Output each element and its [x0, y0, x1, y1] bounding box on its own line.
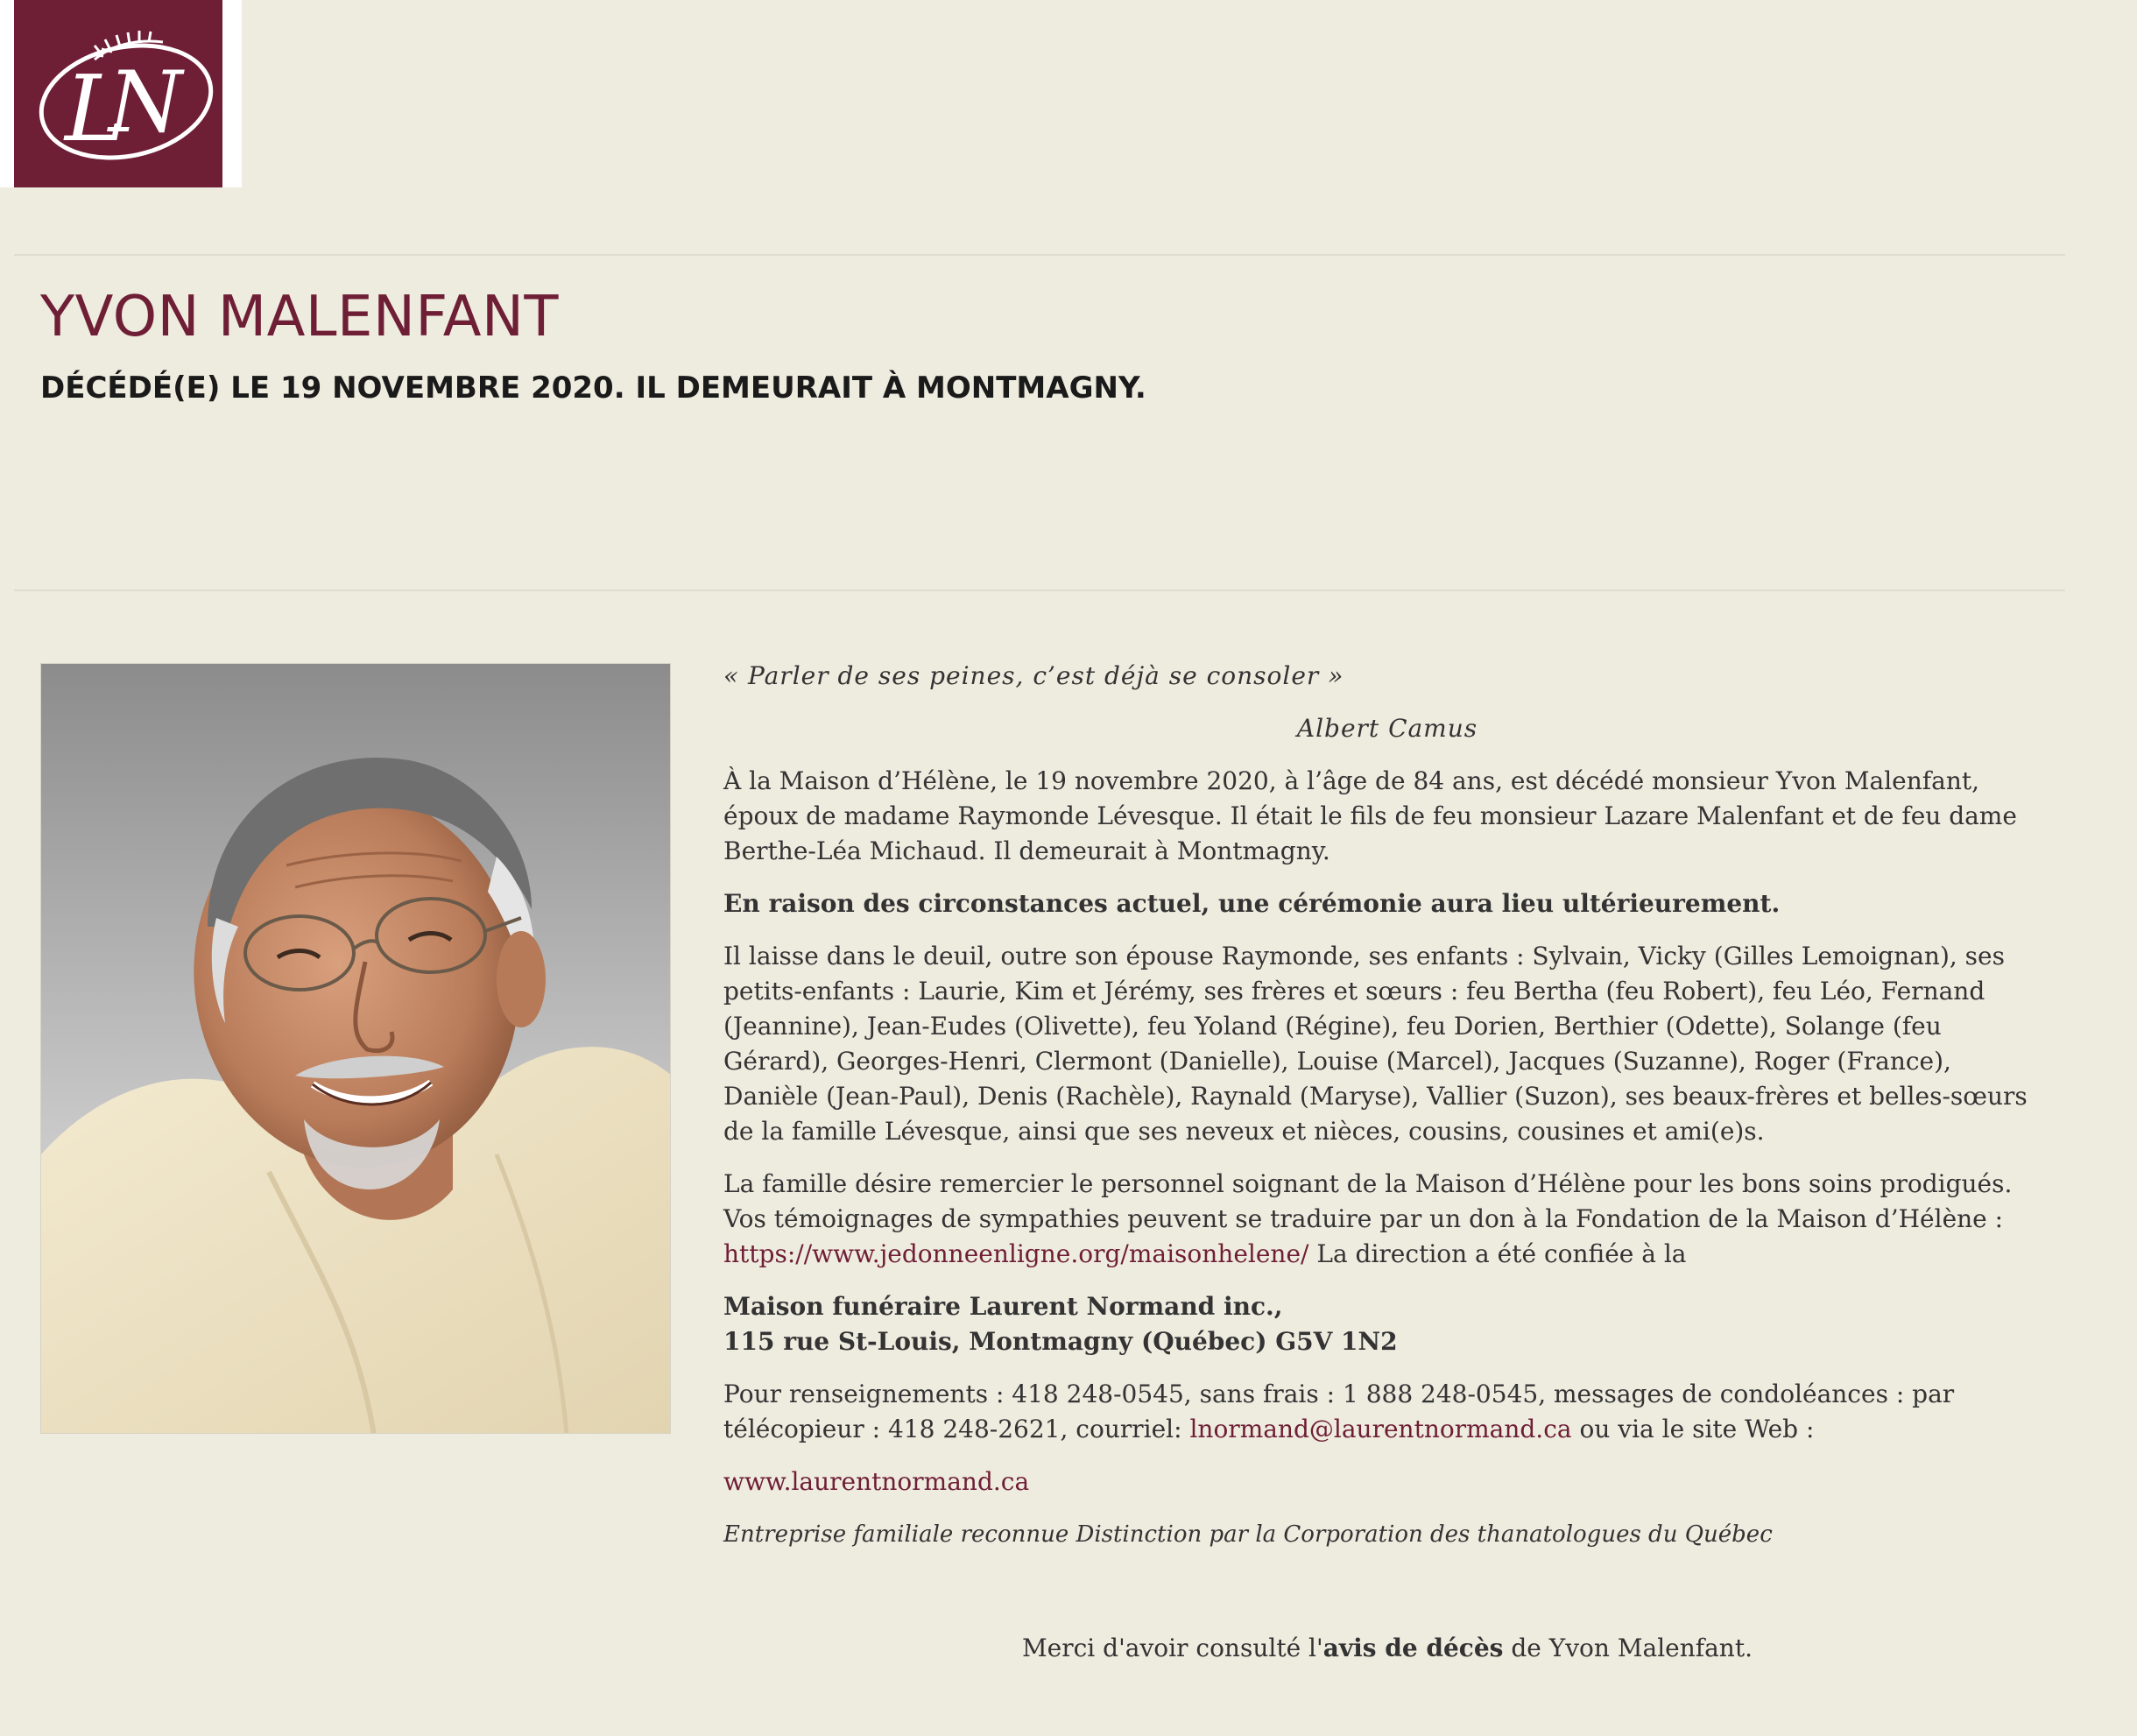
contact-text: Pour renseignements : 418 248-0545, sans frais : 1 888 248-0545, messages de condoléances : par télécopieur : 418 248-2621, courriel:	[723, 1380, 1955, 1443]
obituary-paragraph-family: Il laisse dans le deuil, outre son épouse Raymonde, ses enfants : Sylvain, Vicky (Gilles Lemoignan), ses petits-enfants : Laurie, Kim et Jérémy, ses frères et sœurs : feu Bertha (feu Robert), feu Léo, Fernand (Jeannine), Jean-Eudes (Olivette), feu Yoland (Régine), feu Dorien, Berthier (Odette), Solange (feu Gérard), Georges-Henri, Clermont (Danielle), Louise (Marcel), Jacques (Suzanne), Roger (France), Danièle (Jean-Paul), Denis (Rachèle), Raynald (Maryse), Vallier (Suzon), ses beaux-frères et belles-sœurs de la famille Lévesque, ainsi que ses neveux et nièces, cousins, cousines et ami(e)s.	[723, 942, 2028, 1146]
logo-monogram	[14, 0, 222, 187]
header-divider	[14, 254, 2065, 256]
contact-info	[723, 1377, 2051, 1447]
funeral-home-address: 115 rue St-Louis, Montmagny (Québec) G5V 1N2	[723, 1327, 1398, 1356]
quote-author: Albert Camus	[1296, 714, 1478, 743]
obituary-text	[723, 659, 2051, 1570]
website-link[interactable]: www.laurentnormand.ca	[723, 1467, 1030, 1496]
website-paragraph	[723, 1464, 2051, 1500]
obituary-paragraph-intro: À la Maison d’Hélène, le 19 novembre 2020, à l’âge de 84 ans, est décédé monsieur Yvon Malenfant, époux de madame Raymonde Lévesque. Il était le fils de feu monsieur Lazare Malenfant et de feu dame Berthe-Léa Michaud. Il demeurait à Montmagny.	[723, 766, 2017, 865]
opening-quote: « Parler de ses peines, c’est déjà se consoler »	[723, 661, 1344, 690]
funeral-home-name: Maison funéraire Laurent Normand inc.,	[723, 1292, 1283, 1321]
funeral-home-logo[interactable]	[0, 0, 242, 187]
death-date-subtitle: DÉCÉDÉ(E) LE 19 NOVEMBRE 2020. IL DEMEURAIT À MONTMAGNY.	[40, 370, 1146, 406]
obituary-paragraph-thanks	[723, 1167, 2051, 1272]
svg-text:N: N	[109, 53, 182, 152]
content-divider	[14, 589, 2065, 591]
footer-suffix: de Yvon Malenfant.	[1503, 1634, 1753, 1662]
contact-suffix: ou via le site Web :	[1579, 1415, 1815, 1443]
footer-prefix: Merci d'avoir consulté l'	[1022, 1634, 1323, 1662]
deceased-name: YVON MALENFANT	[40, 285, 559, 349]
email-link[interactable]: lnormand@laurentnormand.ca	[1189, 1415, 1572, 1443]
donation-link[interactable]: https://www.jedonneenligne.org/maisonhelene/	[723, 1239, 1309, 1268]
footer-bold: avis de décès	[1322, 1634, 1504, 1662]
portrait-photo	[40, 663, 671, 1434]
ceremony-notice: En raison des circonstances actuel, une cérémonie aura lieu ultérieurement.	[723, 889, 1781, 918]
svg-text:L: L	[65, 55, 126, 162]
distinction-note: Entreprise familiale reconnue Distinction par la Corporation des thanatologues du Québec	[723, 1521, 1773, 1548]
direction-text: La direction a été confiée à la	[1316, 1239, 1687, 1268]
funeral-home-block	[723, 1289, 2051, 1359]
thanks-text: La famille désire remercier le personnel soignant de la Maison d’Hélène pour les bons soins prodigués. Vos témoignages de sympathies peuvent se traduire par un don à la Fondation de la Maison d’Hélène :	[723, 1169, 2013, 1233]
footer-thanks	[723, 1631, 2051, 1666]
ln-monogram-icon	[14, 0, 222, 187]
